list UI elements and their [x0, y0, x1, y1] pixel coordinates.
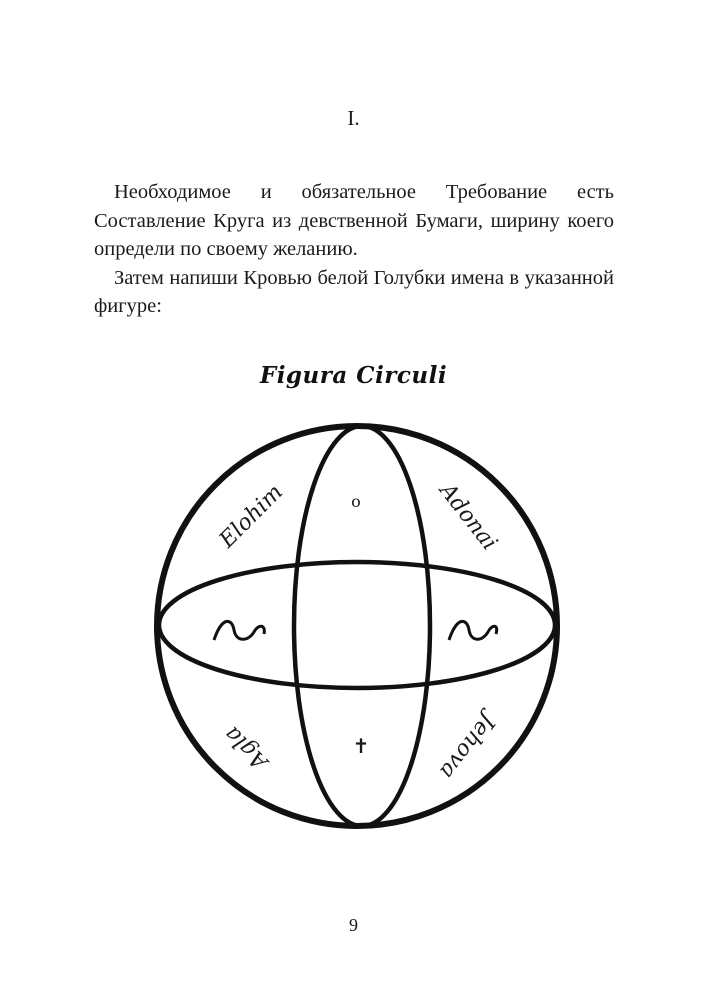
label-agla: Agla: [219, 721, 273, 775]
page-number: 9: [349, 915, 358, 935]
label-jehova: Jehova: [434, 708, 501, 784]
label-top-center: o: [351, 492, 361, 511]
left-wave-icon: [214, 621, 264, 640]
chapter-number: I.: [347, 106, 360, 130]
paragraph-2: Затем напиши Кровью белой Голубки имена в указанной фигуре:: [94, 266, 614, 317]
cross-icon: ✝: [352, 734, 370, 758]
figure-title: Figura Circuli: [259, 362, 448, 389]
right-wave-icon: [449, 621, 497, 640]
label-elohim: Elohim: [214, 479, 288, 553]
label-adonai: Adonai: [434, 478, 502, 556]
vertical-ellipse: [294, 426, 430, 826]
paragraph-1: Необходимое и обязательное Требование есть Составление Круга из девственной Бумаги, ширину коего определи по своему желанию.: [94, 181, 614, 260]
